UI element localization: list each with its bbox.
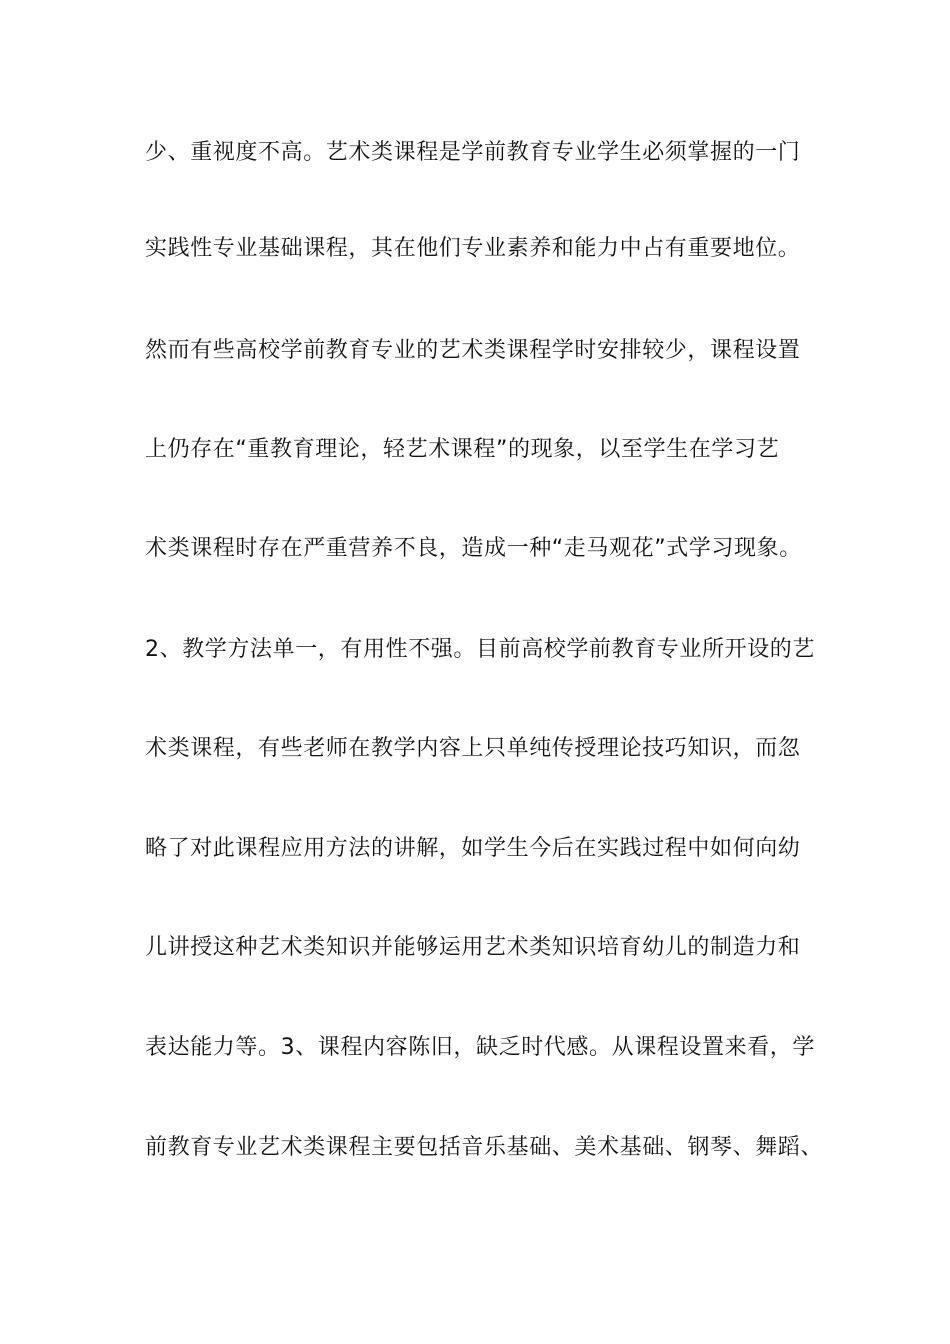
body-text-line-10: 表达能力等。3、课程内容陈旧，缺乏时代感。从课程设置来看，学 bbox=[145, 1035, 815, 1060]
body-text-line-6: 2、教学方法单一，有用性不强。目前高校学前教育专业所开设的艺 bbox=[145, 637, 815, 662]
body-text-line-11: 前教育专业艺术类课程主要包括音乐基础、美术基础、钢琴、舞蹈、 bbox=[145, 1135, 824, 1160]
body-text-line-2: 实践性专业基础课程，其在他们专业素养和能力中占有重要地位。 bbox=[145, 236, 801, 261]
body-text-line-4: 上仍存在“重教育理论，轻艺术课程”的现象，以至学生在学习艺 bbox=[145, 437, 780, 462]
body-text-line-7: 术类课程，有些老师在教学内容上只单纯传授理论技巧知识，而忽 bbox=[145, 736, 801, 761]
body-text-line-5: 术类课程时存在严重营养不良，造成一种“走马观花”式学习现象。 bbox=[145, 536, 802, 561]
body-text-line-3: 然而有些高校学前教育专业的艺术类课程学时安排较少，课程设置 bbox=[145, 338, 801, 363]
body-text-line-1: 少、重视度不高。艺术类课程是学前教育专业学生必须掌握的一门 bbox=[145, 140, 801, 165]
body-text-line-8: 略了对此课程应用方法的讲解，如学生今后在实践过程中如何向幼 bbox=[145, 836, 801, 861]
body-text-line-9: 儿讲授这种艺术类知识并能够运用艺术类知识培育幼儿的制造力和 bbox=[145, 935, 801, 960]
